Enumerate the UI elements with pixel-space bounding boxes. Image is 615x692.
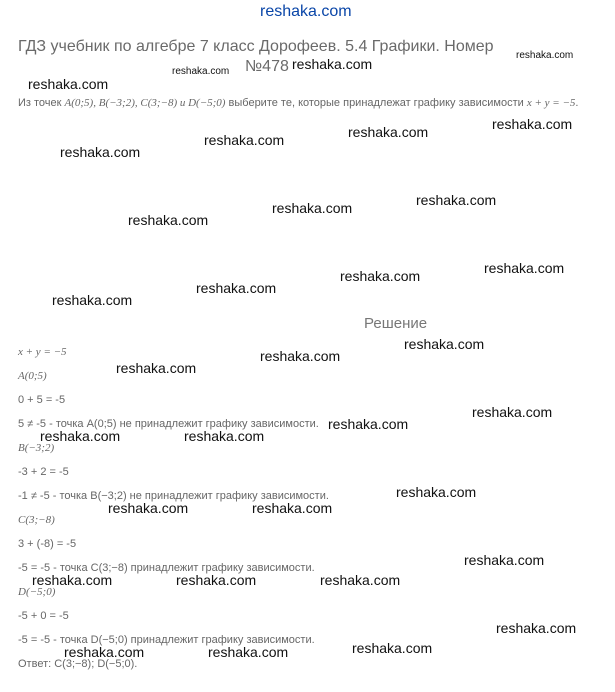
solution-check-b: -3 + 2 = -5 <box>18 466 69 478</box>
watermark: reshaka.com <box>60 144 141 160</box>
task-points: A(0;5), B(−3;2), C(3;−8) и D(−5;0) <box>64 97 226 109</box>
page-title-number: №478 <box>245 58 289 75</box>
solution-point-a: A(0;5) <box>18 370 47 382</box>
watermark: reshaka.com <box>196 280 277 296</box>
watermark: reshaka.com <box>340 268 421 284</box>
watermark: reshaka.com <box>32 572 113 588</box>
solution-result-c: -5 = -5 - точка C(3;−8) принадлежит графику зависимости. <box>18 562 315 574</box>
watermark: reshaka.com <box>272 200 353 216</box>
watermark: reshaka.com <box>348 124 429 140</box>
solution-equation: x + y = −5 <box>18 346 67 358</box>
solution-heading: Решение <box>364 315 428 332</box>
watermark: reshaka.com <box>328 416 409 432</box>
watermark: reshaka.com <box>52 292 133 308</box>
watermark: reshaka.com <box>260 348 341 364</box>
watermark: reshaka.com <box>464 552 545 568</box>
solution-result-a: 5 ≠ -5 - точка A(0;5) не принадлежит графику зависимости. <box>18 418 319 430</box>
solution-check-d: -5 + 0 = -5 <box>18 610 69 622</box>
watermark: reshaka.com <box>252 500 333 516</box>
task-text-end: . <box>575 97 579 109</box>
solution-point-b: B(−3;2) <box>18 442 55 454</box>
solution-result-b: -1 ≠ -5 - точка B(−3;2) не принадлежит графику зависимости. <box>18 490 329 502</box>
watermark: reshaka.com <box>204 132 285 148</box>
watermark: reshaka.com <box>292 56 373 72</box>
watermark: reshaka.com <box>176 572 257 588</box>
watermark: reshaka.com <box>416 192 497 208</box>
solution-check-a: 0 + 5 = -5 <box>18 394 66 406</box>
task-text-start: Из точек <box>18 97 65 109</box>
watermark: reshaka.com <box>116 360 197 376</box>
watermark: reshaka.com <box>396 484 477 500</box>
solution-point-d: D(−5;0) <box>18 586 56 598</box>
watermark: reshaka.com <box>516 50 574 61</box>
watermark: reshaka.com <box>496 620 577 636</box>
watermark: reshaka.com <box>184 428 265 444</box>
watermark: reshaka.com <box>40 428 121 444</box>
task-equation: x + y = −5 <box>526 97 576 109</box>
solution-point-c: C(3;−8) <box>18 514 55 526</box>
watermark: reshaka.com <box>28 76 109 92</box>
watermark: reshaka.com <box>64 644 145 660</box>
watermark: reshaka.com <box>128 212 209 228</box>
task-text-middle: выберите те, которые принадлежат графику зависимости <box>225 97 527 109</box>
site-link[interactable]: reshaka.com <box>260 3 352 20</box>
watermark: reshaka.com <box>352 640 433 656</box>
solution-result-d: -5 = -5 - точка D(−5;0) принадлежит графику зависимости. <box>18 634 315 646</box>
watermark: reshaka.com <box>208 644 289 660</box>
watermark: reshaka.com <box>320 572 401 588</box>
page-title: ГДЗ учебник по алгебре 7 класс Дорофеев. 5.4 Графики. Номер <box>18 38 494 55</box>
watermark: reshaka.com <box>472 404 553 420</box>
solution-check-c: 3 + (-8) = -5 <box>18 538 77 550</box>
task-statement <box>18 97 578 109</box>
watermark: reshaka.com <box>172 66 230 77</box>
solution-answer: Ответ: C(3;−8); D(−5;0). <box>18 658 138 670</box>
watermark: reshaka.com <box>404 336 485 352</box>
watermark: reshaka.com <box>484 260 565 276</box>
watermark: reshaka.com <box>108 500 189 516</box>
watermark: reshaka.com <box>492 116 573 132</box>
